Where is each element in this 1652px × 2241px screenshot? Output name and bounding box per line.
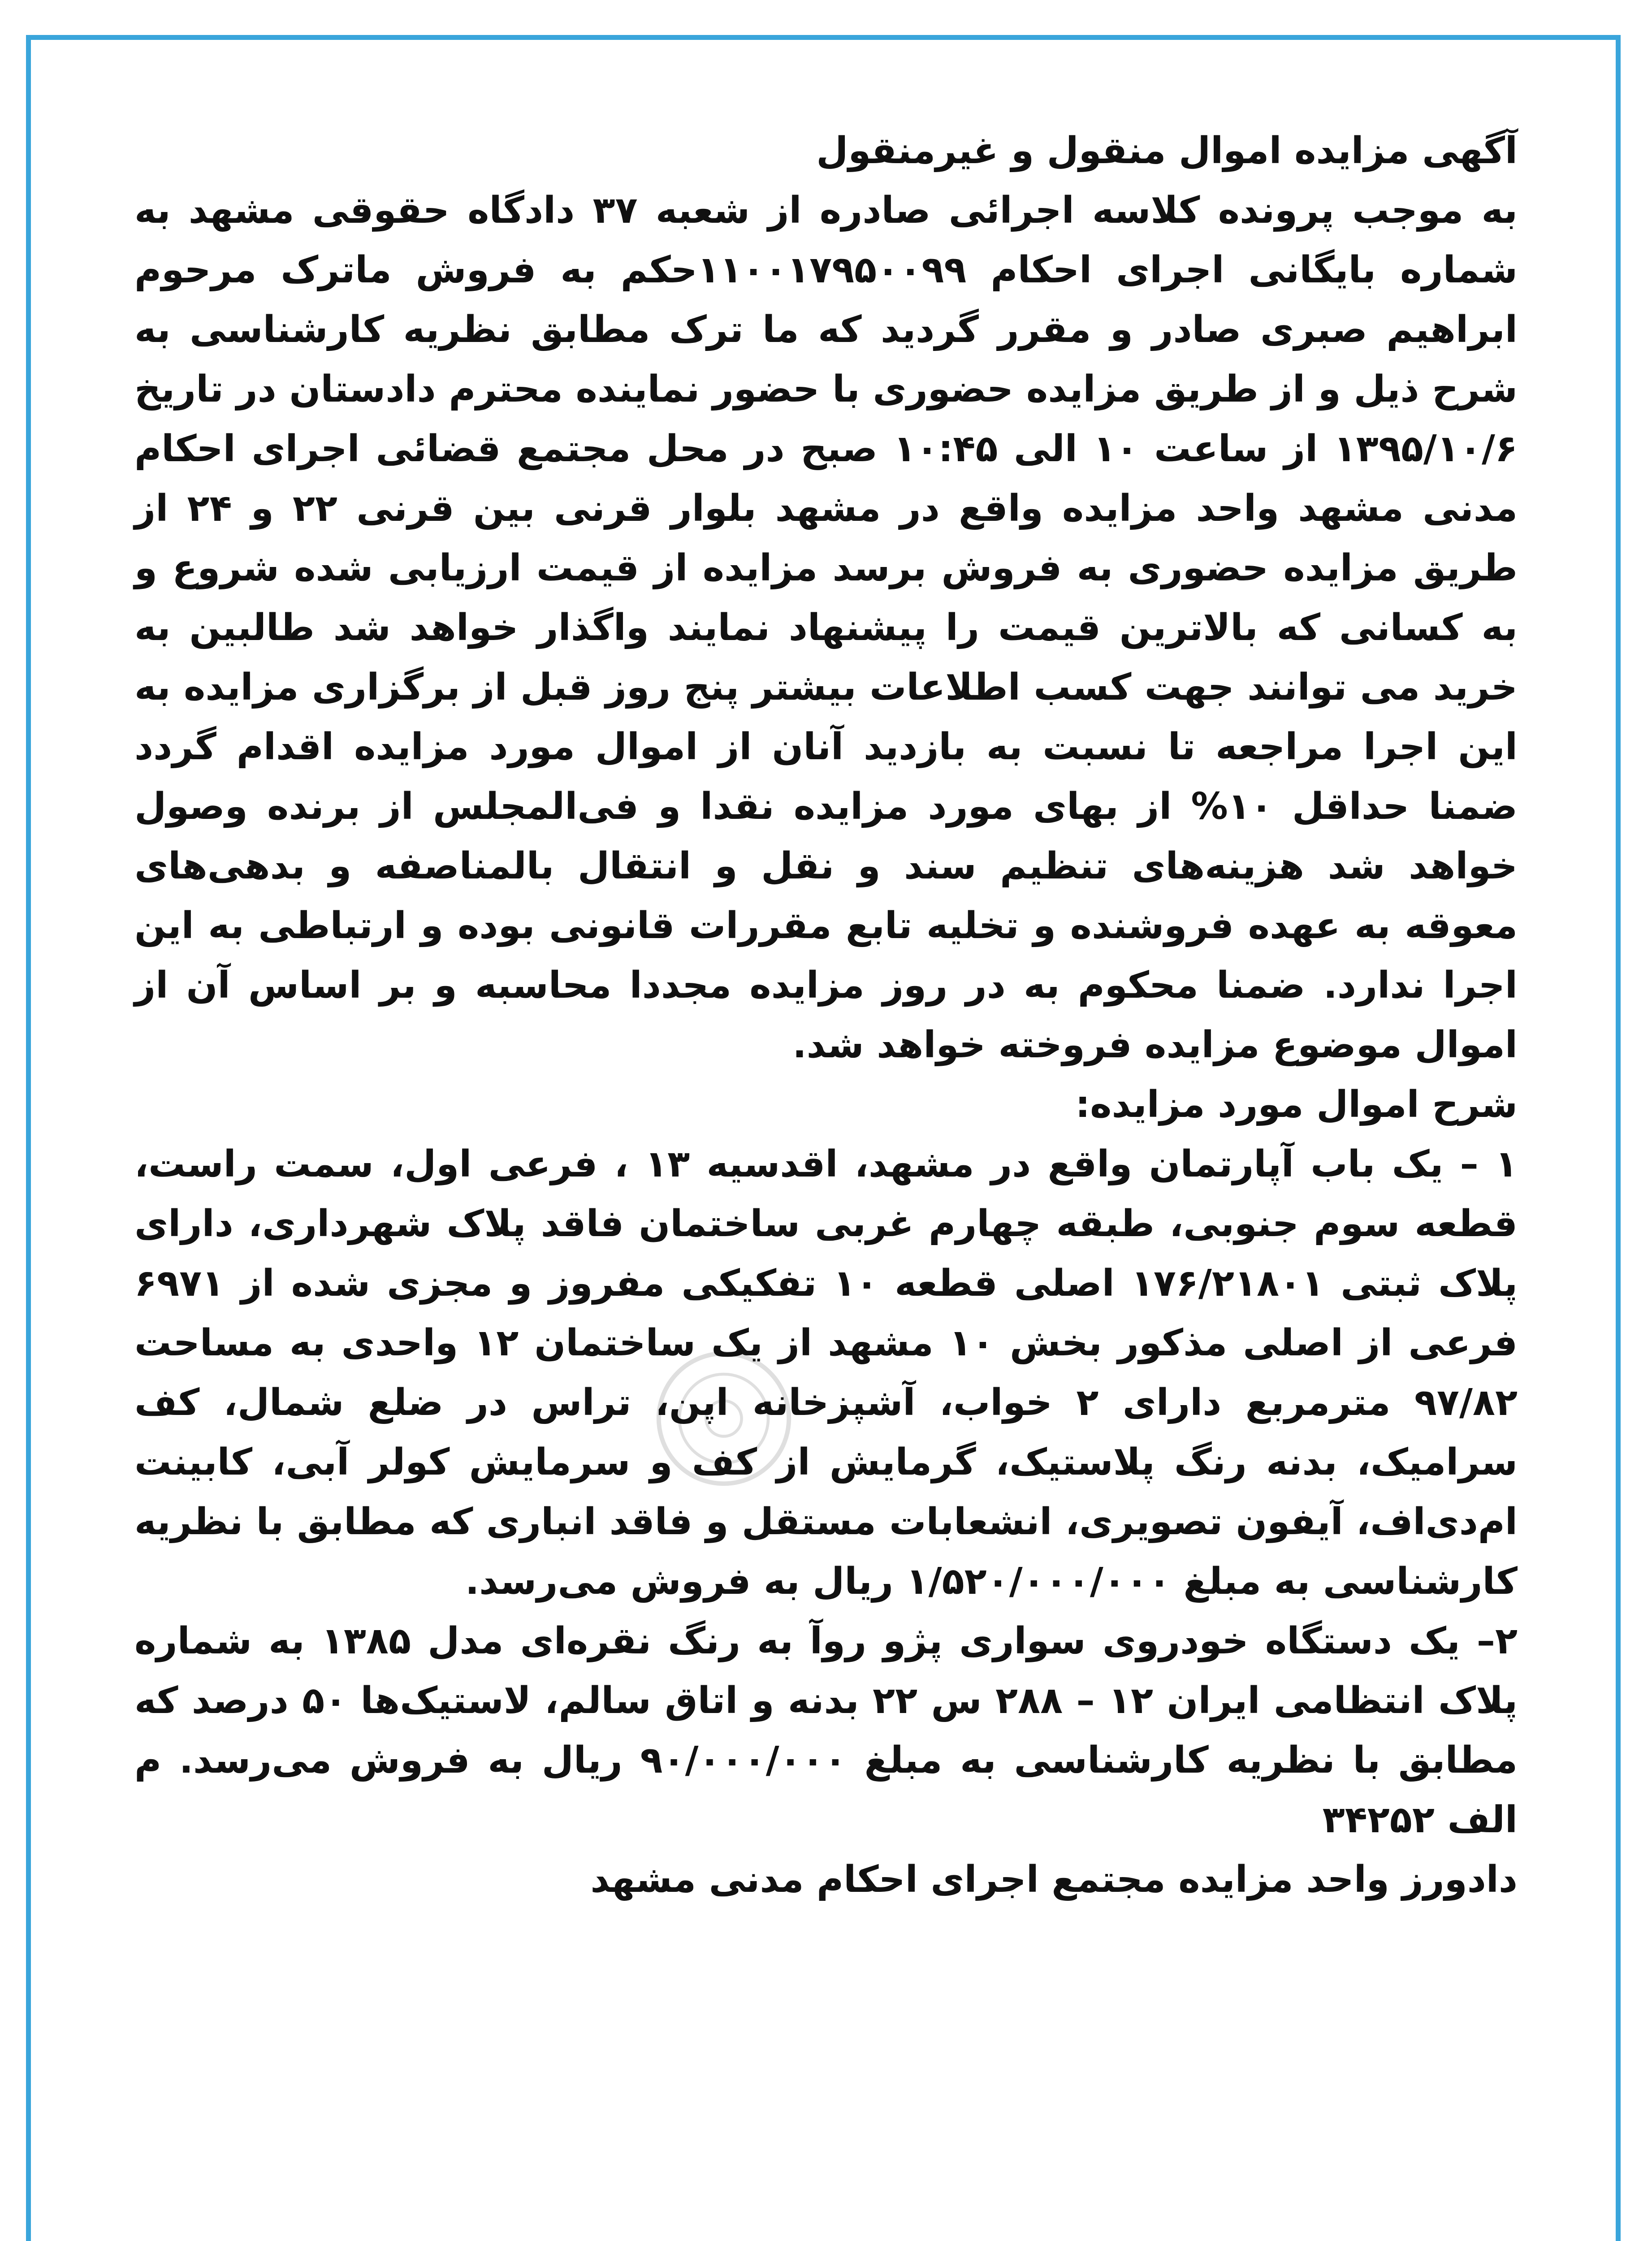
notice-body: به موجب پرونده کلاسه اجرائی صادره از شعبه ۳۷ دادگاه حقوقی مشهد به شماره بایگانی اجرای احکام ۱۱۰۰۱۷۹۵۰۰۹۹حکم به فروش ماترک مرحوم ابراهیم صبری صادر و مقرر گردید که ما ترک مطابق نظریه کارشناسی به شرح ذیل و از طریق مزایده حضوری با حضور نماینده محترم دادستان در تاریخ ۱۳۹۵/۱۰/۶ از ساعت ۱۰ الی ۱۰:۴۵ صبح در محل مجتمع قضائی اجرای احکام مدنی مشهد واحد مزایده واقع در مشهد بلوار قرنی بین قرنی ۲۲ و ۲۴ از طریق مزایده حضوری به فروش برسد مزایده از قیمت ارزیابی شده شروع و به کسانی که بالاترین قیمت را پیشنهاد نمایند واگذار خواهد شد طالبین به خرید می توانند جهت کسب اطلاعات بیشتر پنج روز قبل از برگزاری مزایده به این اجرا مراجعه تا نسبت به بازدید آنان از اموال مورد مزایده اقدام گردد ضمنا حداقل ۱۰% از بهای مورد مزایده نقدا و فی‌المجلس از برنده وصول خواهد شد هزینه‌های تنظیم سند و نقل و انتقال بالمناصفه و بدهی‌های معوقه به عهده فروشنده و تخلیه تابع مقررات قانونی بوده و ارتباطی به این اجرا ندارد. ضمنا محکوم به در روز مزایده مجددا محاسبه و بر اساس آن از اموال موضوع مزایده فروخته خواهد شد. [134,189,1518,1066]
auction-notice [134,121,1518,1909]
item-car: ۲– یک دستگاه خودروی سواری پژو روآ به رنگ نقره‌ای مدل ۱۳۸۵ به شماره پلاک انتظامی ایران ۱۲ – ۲۸۸ س ۲۲ بدنه و اتاق سالم، لاستیک‌ها ۵۰ درصد که مطابق با نظریه کارشناسی به مبلغ ۹۰/۰۰۰/۰۰۰ ریال به فروش می‌رسد. م الف ۳۴۲۵۲ [134,1620,1518,1841]
item-apartment: ۱ – یک باب آپارتمان واقع در مشهد، اقدسیه ۱۳ ، فرعی اول، سمت راست، قطعه سوم جنوبی، طبقه چهارم غربی ساختمان فاقد پلاک شهرداری، دارای پلاک ثبتی ۱۷۶/۲۱۸۰۱ اصلی قطعه ۱۰ تفکیکی مفروز و مجزی شده از ۶۹۷۱ فرعی از اصلی مذکور بخش ۱۰ مشهد از یک ساختمان ۱۲ واحدی به مساحت ۹۷/۸۲ مترمربع دارای ۲ خواب، آشپزخانه اپن، تراس در ضلع شمال، کف سرامیک، بدنه رنگ پلاستیک، گرمایش از کف و سرمایش کولر آبی، کابینت ام‌دی‌اف، آیفون تصویری، انشعابات مستقل و فاقد انباری که مطابق با نظریه کارشناسی به مبلغ ۱/۵۲۰/۰۰۰/۰۰۰ ریال به فروش می‌رسد. [134,1143,1518,1603]
notice-title: آگهی مزایده اموال منقول و غیرمنقول [816,130,1518,172]
items-heading: شرح اموال مورد مزایده: [1075,1083,1518,1126]
notice-signature: دادورز واحد مزایده مجتمع اجرای احکام مدنی مشهد [590,1858,1518,1901]
